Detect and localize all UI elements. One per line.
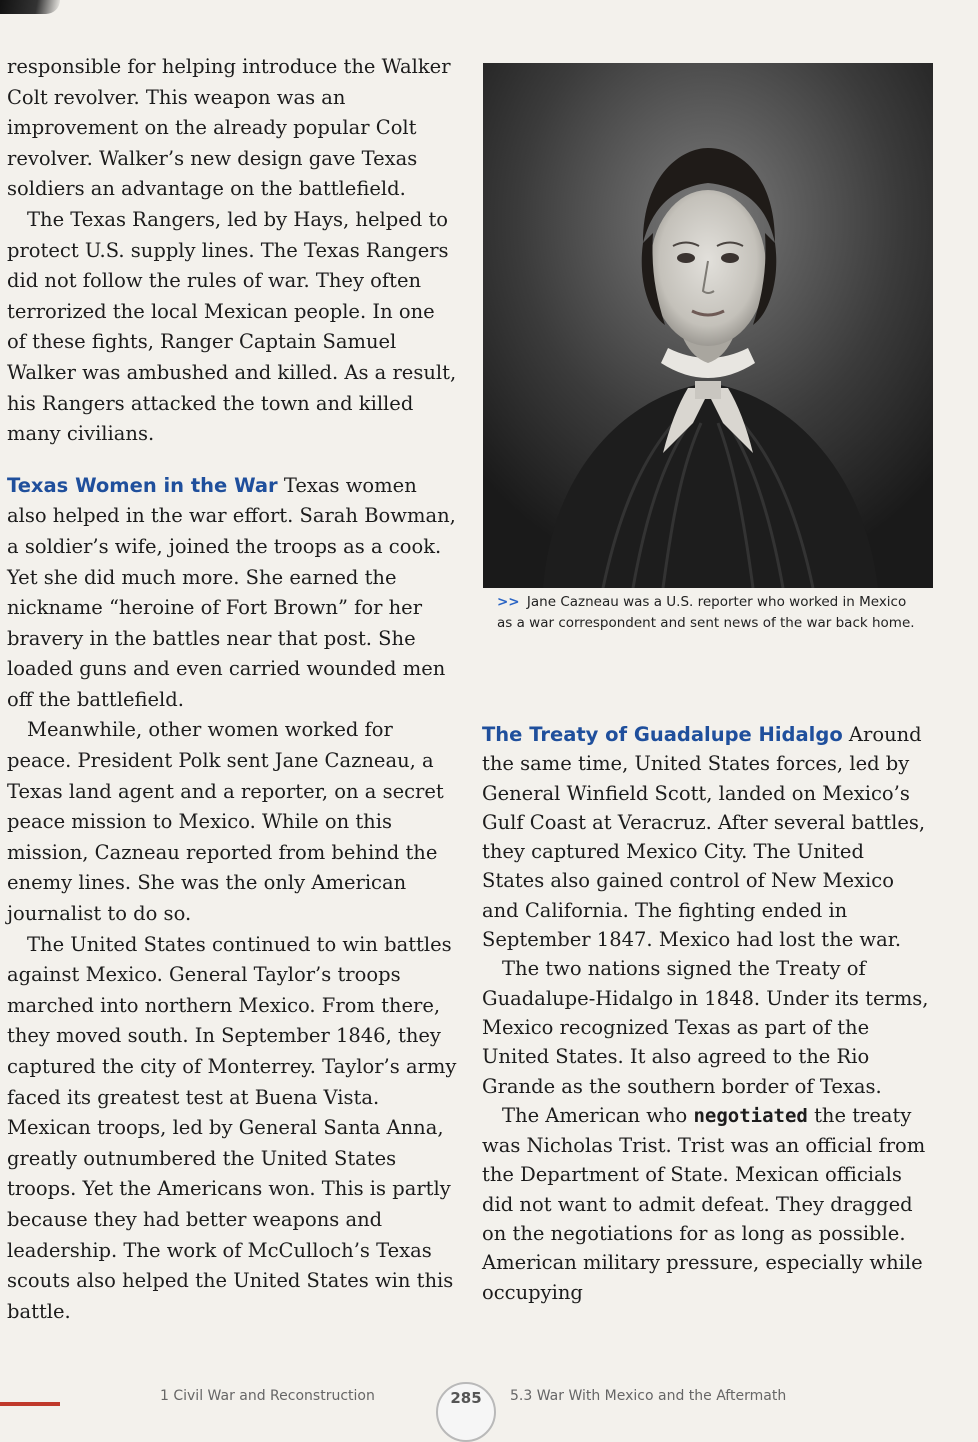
paragraph-spacer <box>7 450 457 471</box>
page-footer <box>0 1380 978 1408</box>
heading-treaty: The Treaty of Guadalupe Hidalgo <box>482 723 843 746</box>
footer-unit-title: 1 Civil War and Reconstruction <box>160 1388 375 1404</box>
paragraph-battles: The United States continued to win battles against Mexico. General Taylor’s troops marched into northern Mexico. From there, they moved south. In September 1846, they captured the city of Monterrey. Taylor’s army faced its greatest test at Buena Vista. Mexican troops, led by General Santa Anna, greatly outnumbered the United States troops. Yet the Americans won. This is partly because they had better weapons and leadership. The work of McCulloch’s Texas scouts also helped the United States win this battle. <box>7 932 457 1323</box>
text-texas-women: Texas women also helped in the war effort. Sarah Bowman, a soldier’s wife, joined the troops as a cook. Yet she did much more. She earned the nickname “heroine of Fort Brown” for her bravery in the battles near that post. She loaded guns and even carried wounded men off the battlefield. <box>7 473 456 711</box>
footer-lesson-title: 5.3 War With Mexico and the Aftermath <box>510 1388 787 1404</box>
paragraph-jane-cazneau: Meanwhile, other women worked for peace. President Polk sent Jane Cazneau, a Texas land agent and a reporter, on a secret peace mission to Mexico. While on this mission, Cazneau reported from behind the enemy lines. She was the only American journalist to do so. <box>7 718 444 926</box>
heading-texas-women: Texas Women in the War <box>7 473 278 497</box>
paragraph-nicholas-trist <box>482 1101 932 1307</box>
portrait-illustration <box>483 63 933 588</box>
text-trist-start: The American who <box>502 1103 688 1127</box>
paragraph-texas-rangers: The Texas Rangers, led by Hays, helped to protect U.S. supply lines. The Texas Rangers did not follow the rules of war. They often terrorized the local Mexican people. In one of these fights, Ranger Captain Samuel Walker was ambushed and killed. As a result, his Rangers attacked the town and killed many civilians. <box>7 207 457 446</box>
paragraph-treaty-signed: The two nations signed the Treaty of Guadalupe-Hidalgo in 1848. Under its terms, Mexico recognized Texas as part of the United States. It also agreed to the Rio Grande as the southern border of Texas. <box>482 957 929 1098</box>
figure-caption <box>497 592 917 634</box>
caption-text: Jane Cazneau was a U.S. reporter who worked in Mexico as a war correspondent and sent news of the war back home. <box>497 594 915 631</box>
vocabulary-term-negotiated: negotiated <box>693 1104 808 1127</box>
portrait-photo <box>483 63 933 588</box>
page-corner-shadow <box>0 0 60 14</box>
paragraph-texas-women <box>7 471 457 716</box>
text-trist-rest: the treaty was Nicholas Trist. Trist was an official from the Department of State. Mexican officials did not want to admit defeat. They dragged on the negotiations for as long as possible. American military pressure, especially while occupying <box>482 1103 926 1304</box>
caption-marker: >> <box>497 594 520 610</box>
left-column <box>7 52 457 1327</box>
paragraph-walker-colt: responsible for helping introduce the Walker Colt revolver. This weapon was an improvement on the already popular Colt revolver. Walker’s new design gave Texas soldiers an advantage on the battlefield. <box>7 55 451 201</box>
right-column <box>482 720 932 1307</box>
footer-accent-bar <box>0 1402 60 1406</box>
text-treaty: Around the same time, United States forces, led by General Winfield Scott, landed on Mexico’s Gulf Coast at Veracruz. After several battles, they captured Mexico City. The United States also gained control of New Mexico and California. The fighting ended in September 1847. Mexico had lost the war. <box>482 723 926 952</box>
page-number: 285 <box>436 1382 496 1442</box>
paragraph-treaty <box>482 720 932 954</box>
